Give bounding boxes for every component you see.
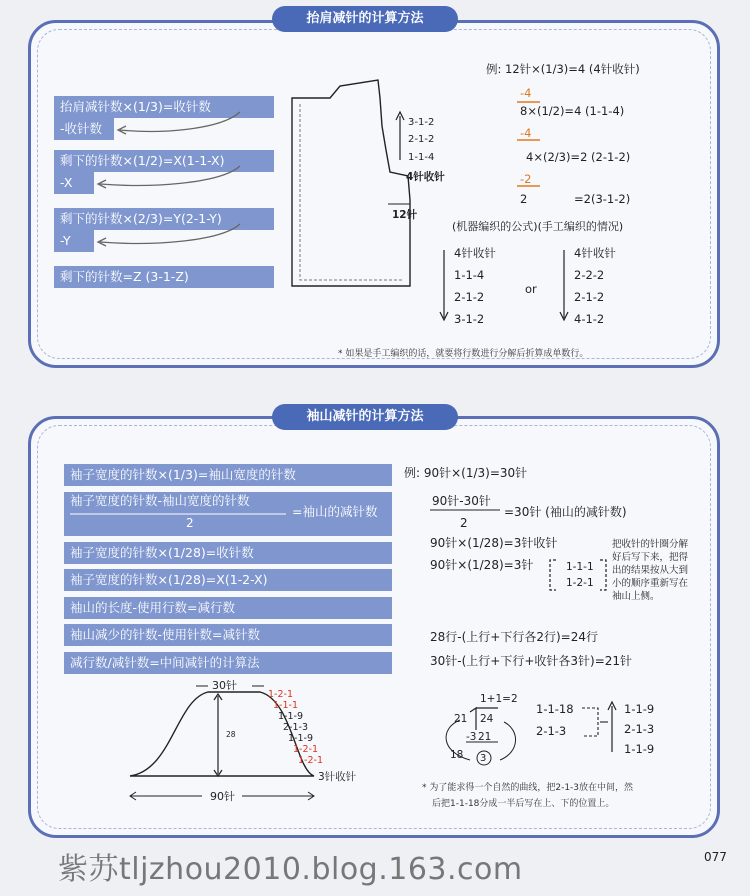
sleeve-step: 1-1-9 xyxy=(278,711,303,722)
seq-a-item: 2-1-3 xyxy=(536,724,567,738)
rule-bar: -收针数 xyxy=(54,118,114,140)
sleeve-step: 2-1-3 xyxy=(283,722,308,733)
side-note: 把收针的针圈分解 xyxy=(612,539,689,550)
sleeve-bind-off: 3针收针 xyxy=(318,771,357,783)
rule-bar: 袖子宽度的针数×(1/28)=X(1-2-X) xyxy=(64,569,392,591)
rule-bar: 抬肩减针数×(1/3)=收针数 xyxy=(54,96,274,118)
sleeve-step: 1-1-1 xyxy=(273,700,298,711)
step-label: 2-1-2 xyxy=(408,134,435,145)
machine-item: 3-1-2 xyxy=(454,312,485,326)
rows-calc: 30针-(上行+下行+收针各3针)=21针 xyxy=(430,654,633,668)
hand-item: 2-2-2 xyxy=(574,268,605,282)
example-line: 4×(2/3)=2 (2-1-2) xyxy=(526,150,631,164)
seq-b-item: 1-1-9 xyxy=(624,702,655,716)
fraction-denominator: 2 xyxy=(186,516,194,530)
rule-bar: 袖子宽度的针数×(1/28)=收针数 xyxy=(64,542,392,564)
example-line: 8×(1/2)=4 (1-1-4) xyxy=(520,104,625,118)
rule-bar: 剩下的针数=Z (3-1-Z) xyxy=(54,266,274,288)
example-minus: -2 xyxy=(520,172,532,186)
division-top-text: 1+1=2 xyxy=(480,693,518,705)
hand-item: 4针收针 xyxy=(574,246,616,260)
rule-bar: 剩下的针数×(1/2)=X(1-1-X) xyxy=(54,150,274,172)
sleeve-bottom: 90针 xyxy=(210,790,235,803)
example-line: 90针×(1/28)=3针 xyxy=(430,558,534,572)
division-divisor: 21 xyxy=(454,713,468,725)
hand-item: 2-1-2 xyxy=(574,290,605,304)
side-note: 好后写下来，把得 xyxy=(612,552,689,563)
top-footnote: * 如果是手工编织的话，就要将行数进行分解后折算成单数行。 xyxy=(338,349,589,359)
division-sub2: 21 xyxy=(478,731,492,743)
side-note: 出的结果按从大到 xyxy=(612,565,689,576)
sleeve-step: 1-2-1 xyxy=(298,755,323,766)
rule-bar: 袖山减少的针数-使用针数=减针数 xyxy=(64,624,392,646)
rows-calc: 28行-(上行+下行各2行)=24行 xyxy=(430,630,598,644)
division-sub: -3 xyxy=(466,731,477,743)
rule-bar: 袖山的长度-使用行数=减行数 xyxy=(64,597,392,619)
bracket-item: 1-1-1 xyxy=(566,561,594,573)
seq-b-item: 1-1-9 xyxy=(624,742,655,756)
bind-off-label: 4针收针 xyxy=(406,171,445,183)
example-minus: -4 xyxy=(520,126,532,140)
seq-a-item: 1-1-18 xyxy=(536,702,574,716)
example-line: 2 xyxy=(520,192,528,206)
example-line: =2(3-1-2) xyxy=(574,192,631,206)
rule-bar: 减行数/减针数=中间减针的计算法 xyxy=(64,652,392,674)
step-label: 3-1-2 xyxy=(408,117,435,128)
sleeve-height: 28 xyxy=(226,730,236,739)
sleeve-step: 1-2-1 xyxy=(293,744,318,755)
machine-item: 2-1-2 xyxy=(454,290,485,304)
division-rem: 18 xyxy=(450,749,464,761)
example-fraction-den: 2 xyxy=(460,516,468,530)
seq-b-item: 2-1-3 xyxy=(624,722,655,736)
page-number: 077 xyxy=(704,850,727,864)
example-line: 90针×(1/28)=3针收针 xyxy=(430,536,558,550)
sleeve-top: 30针 xyxy=(212,679,237,692)
or-label: or xyxy=(525,282,537,296)
division-rem: 3 xyxy=(480,753,487,764)
example-line: 例: 90针×(1/3)=30针 xyxy=(404,466,528,480)
side-note: 小的顺序重新写在 xyxy=(612,578,689,589)
rule-bar: -Y xyxy=(54,230,94,252)
bottom-footnote: 后把1-1-18分成一半后写在上、下的位置上。 xyxy=(432,799,615,809)
bottom-title: 袖山减针的计算方法 xyxy=(272,404,458,430)
example-fraction-num: 90针-30针 xyxy=(432,494,491,508)
formula-header: (机器编织的公式)(手工编织的情况) xyxy=(452,220,624,233)
side-note: 袖山上侧。 xyxy=(612,591,660,602)
machine-item: 1-1-4 xyxy=(454,268,485,282)
sleeve-step: 1-1-9 xyxy=(288,733,313,744)
hand-item: 4-1-2 xyxy=(574,312,605,326)
division-top xyxy=(480,692,518,706)
top-title: 抬肩减针的计算方法 xyxy=(272,6,458,32)
example-line: 例: 12针×(1/3)=4 (4针收针) xyxy=(486,62,640,76)
step-label: 1-1-4 xyxy=(408,152,435,163)
watermark: 紫苏tljzhou2010.blog.163.com xyxy=(58,852,523,887)
machine-item: 4针收针 xyxy=(454,246,496,260)
rule-bar: -X xyxy=(54,172,94,194)
total-label: 12针 xyxy=(392,209,418,221)
bottom-footnote: * 为了能求得一个自然的曲线，把2-1-3放在中间，然 xyxy=(422,783,634,793)
rule-bar: 袖子宽度的针数×(1/3)=袖山宽度的针数 xyxy=(64,464,392,486)
example-fraction-result: =30针 (袖山的减针数) xyxy=(504,505,627,519)
example-minus: -4 xyxy=(520,86,532,100)
division-dividend: 24 xyxy=(480,713,494,725)
fraction-result: =袖山的减针数 xyxy=(292,504,378,519)
fraction-numerator: 袖子宽度的针数-袖山宽度的针数 xyxy=(70,493,250,508)
bracket-item: 1-2-1 xyxy=(566,577,594,589)
rule-bar: 剩下的针数×(2/3)=Y(2-1-Y) xyxy=(54,208,274,230)
sleeve-step: 1-2-1 xyxy=(268,689,293,700)
